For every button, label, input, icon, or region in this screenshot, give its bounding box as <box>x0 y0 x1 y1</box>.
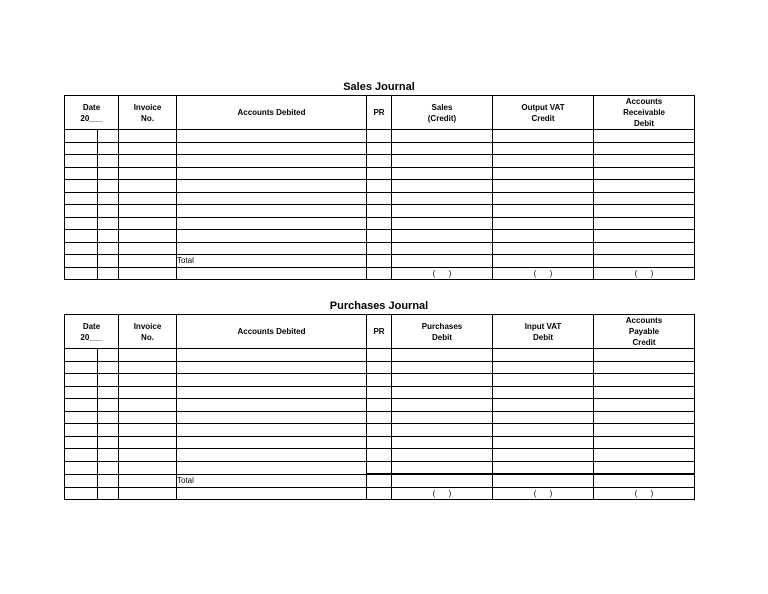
table-row <box>65 242 695 255</box>
entry-cell[interactable] <box>119 361 177 374</box>
total-row <box>65 474 695 487</box>
entry-cell[interactable] <box>367 180 392 193</box>
cell[interactable] <box>392 255 493 268</box>
entry-cell[interactable] <box>98 192 119 205</box>
entry-cell[interactable] <box>392 386 493 399</box>
header-row <box>65 315 695 349</box>
entry-cell[interactable] <box>98 436 119 449</box>
entry-cell[interactable] <box>367 461 392 474</box>
entry-cell[interactable] <box>65 386 98 399</box>
entry-cell[interactable] <box>493 217 594 230</box>
total-row <box>65 255 695 268</box>
entry-cell[interactable] <box>367 374 392 387</box>
cell[interactable] <box>119 474 177 487</box>
entry-cell[interactable] <box>594 461 695 474</box>
entry-cell[interactable] <box>594 436 695 449</box>
entry-cell[interactable] <box>177 192 367 205</box>
entry-cell[interactable] <box>392 449 493 462</box>
entry-cell[interactable] <box>493 167 594 180</box>
entry-cell[interactable] <box>392 230 493 243</box>
entry-cell[interactable] <box>493 461 594 474</box>
table-row <box>65 449 695 462</box>
entry-cell[interactable] <box>65 142 98 155</box>
cell[interactable] <box>177 267 367 280</box>
entry-cell[interactable] <box>392 424 493 437</box>
table-row <box>65 142 695 155</box>
entry-cell[interactable] <box>392 167 493 180</box>
entry-cell[interactable] <box>98 411 119 424</box>
header-row <box>65 96 695 130</box>
entry-cell[interactable] <box>119 411 177 424</box>
entry-cell[interactable] <box>98 130 119 143</box>
table-row <box>65 349 695 362</box>
entry-cell[interactable] <box>119 436 177 449</box>
cell[interactable] <box>119 267 177 280</box>
entry-cell[interactable] <box>594 130 695 143</box>
cell[interactable] <box>98 255 119 268</box>
accounts-debited-header: Accounts Debited <box>177 315 367 349</box>
entry-cell[interactable] <box>65 449 98 462</box>
cell[interactable] <box>392 474 493 487</box>
total-label: Total <box>177 474 367 487</box>
entry-cell[interactable] <box>119 155 177 168</box>
entry-cell[interactable] <box>98 142 119 155</box>
accounts-receivable-total-paren[interactable]: ( ) <box>594 267 695 280</box>
cell[interactable] <box>493 255 594 268</box>
entry-cell[interactable] <box>65 155 98 168</box>
accounts-debited-header: Accounts Debited <box>177 96 367 130</box>
table-row <box>65 167 695 180</box>
entry-cell[interactable] <box>177 180 367 193</box>
entry-cell[interactable] <box>98 361 119 374</box>
entry-cell[interactable] <box>177 349 367 362</box>
entry-cell[interactable] <box>367 142 392 155</box>
entry-cell[interactable] <box>177 242 367 255</box>
entry-cell[interactable] <box>594 167 695 180</box>
cell[interactable] <box>367 255 392 268</box>
purchases-journal <box>64 298 694 500</box>
sales-journal-table <box>64 95 695 280</box>
entry-cell[interactable] <box>177 155 367 168</box>
entry-cell[interactable] <box>367 205 392 218</box>
entry-cell[interactable] <box>493 349 594 362</box>
entry-cell[interactable] <box>177 205 367 218</box>
entry-cell[interactable] <box>594 205 695 218</box>
cell[interactable] <box>65 267 98 280</box>
entry-cell[interactable] <box>392 192 493 205</box>
entry-cell[interactable] <box>65 192 98 205</box>
entry-cell[interactable] <box>367 167 392 180</box>
purchases-total-paren[interactable]: ( ) <box>392 487 493 500</box>
entry-cell[interactable] <box>493 205 594 218</box>
cell[interactable] <box>367 267 392 280</box>
table-row <box>65 155 695 168</box>
entry-cell[interactable] <box>119 180 177 193</box>
entry-cell[interactable] <box>177 217 367 230</box>
entry-cell[interactable] <box>65 436 98 449</box>
entry-cell[interactable] <box>119 386 177 399</box>
entry-cell[interactable] <box>594 217 695 230</box>
entry-cell[interactable] <box>177 424 367 437</box>
entry-cell[interactable] <box>119 142 177 155</box>
entry-cell[interactable] <box>177 230 367 243</box>
accounts-payable-total-paren[interactable]: ( ) <box>594 487 695 500</box>
entry-cell[interactable] <box>493 361 594 374</box>
table-row <box>65 361 695 374</box>
entry-cell[interactable] <box>594 374 695 387</box>
entry-cell[interactable] <box>177 361 367 374</box>
entry-cell[interactable] <box>367 130 392 143</box>
entry-cell[interactable] <box>594 349 695 362</box>
sales-journal <box>64 79 694 280</box>
table-row <box>65 424 695 437</box>
entry-cell[interactable] <box>392 130 493 143</box>
accounts-payable-header: Accounts Payable Credit <box>594 315 695 349</box>
table-row <box>65 130 695 143</box>
entry-cell[interactable] <box>65 424 98 437</box>
entry-cell[interactable] <box>98 155 119 168</box>
entry-cell[interactable] <box>392 142 493 155</box>
entry-cell[interactable] <box>367 436 392 449</box>
entry-cell[interactable] <box>594 242 695 255</box>
entry-cell[interactable] <box>65 242 98 255</box>
entry-cell[interactable] <box>493 230 594 243</box>
entry-cell[interactable] <box>594 180 695 193</box>
pr-header: PR <box>367 315 392 349</box>
entry-cell[interactable] <box>493 449 594 462</box>
entry-cell[interactable] <box>98 205 119 218</box>
invoice-header: Invoice No. <box>119 96 177 130</box>
sales-credit-header: Sales (Credit) <box>392 96 493 130</box>
cell[interactable] <box>98 474 119 487</box>
entry-cell[interactable] <box>65 205 98 218</box>
entry-cell[interactable] <box>177 449 367 462</box>
entry-cell[interactable] <box>119 167 177 180</box>
table-row <box>65 461 695 474</box>
purchases-journal-title: Purchases Journal <box>329 300 429 312</box>
entry-cell[interactable] <box>65 461 98 474</box>
paren-row <box>65 267 695 280</box>
entry-cell[interactable] <box>119 349 177 362</box>
entry-cell[interactable] <box>177 461 367 474</box>
entry-cell[interactable] <box>392 399 493 412</box>
table-row <box>65 374 695 387</box>
entry-cell[interactable] <box>594 361 695 374</box>
cell[interactable] <box>367 487 392 500</box>
purchases-debit-header: Purchases Debit <box>392 315 493 349</box>
entry-cell[interactable] <box>367 242 392 255</box>
cell[interactable] <box>119 487 177 500</box>
entry-cell[interactable] <box>367 361 392 374</box>
entry-cell[interactable] <box>493 180 594 193</box>
cell[interactable] <box>493 474 594 487</box>
entry-cell[interactable] <box>392 180 493 193</box>
entry-cell[interactable] <box>493 142 594 155</box>
entry-cell[interactable] <box>367 449 392 462</box>
entry-cell[interactable] <box>392 242 493 255</box>
entry-cell[interactable] <box>65 180 98 193</box>
entry-cell[interactable] <box>177 411 367 424</box>
entry-cell[interactable] <box>65 361 98 374</box>
sales-journal-title: Sales Journal <box>343 81 415 93</box>
purchases-journal-table <box>64 314 695 500</box>
entry-cell[interactable] <box>177 142 367 155</box>
entry-cell[interactable] <box>493 155 594 168</box>
entry-cell[interactable] <box>392 374 493 387</box>
entry-cell[interactable] <box>392 436 493 449</box>
entry-cell[interactable] <box>493 242 594 255</box>
table-row <box>65 192 695 205</box>
invoice-header: Invoice No. <box>119 315 177 349</box>
entry-cell[interactable] <box>493 130 594 143</box>
cell[interactable] <box>98 487 119 500</box>
entry-cell[interactable] <box>493 436 594 449</box>
table-row <box>65 230 695 243</box>
entry-cell[interactable] <box>367 411 392 424</box>
table-row <box>65 386 695 399</box>
entry-cell[interactable] <box>392 411 493 424</box>
entry-cell[interactable] <box>392 349 493 362</box>
entry-cell[interactable] <box>367 230 392 243</box>
entry-cell[interactable] <box>98 217 119 230</box>
entry-cell[interactable] <box>98 230 119 243</box>
entry-cell[interactable] <box>65 230 98 243</box>
entry-cell[interactable] <box>98 242 119 255</box>
entry-cell[interactable] <box>594 449 695 462</box>
cell[interactable] <box>98 267 119 280</box>
cell[interactable] <box>594 474 695 487</box>
entry-cell[interactable] <box>493 399 594 412</box>
entry-cell[interactable] <box>177 374 367 387</box>
entry-cell[interactable] <box>119 242 177 255</box>
entry-cell[interactable] <box>65 130 98 143</box>
output-vat-total-paren[interactable]: ( ) <box>493 267 594 280</box>
entry-cell[interactable] <box>367 386 392 399</box>
cell[interactable] <box>594 255 695 268</box>
entry-cell[interactable] <box>594 424 695 437</box>
purchases-body <box>65 349 695 475</box>
cell[interactable] <box>367 474 392 487</box>
input-vat-header: Input VAT Debit <box>493 315 594 349</box>
input-vat-total-paren[interactable]: ( ) <box>493 487 594 500</box>
entry-cell[interactable] <box>119 130 177 143</box>
entry-cell[interactable] <box>98 386 119 399</box>
table-row <box>65 411 695 424</box>
entry-cell[interactable] <box>367 217 392 230</box>
date-header: Date 20___ <box>65 96 119 130</box>
entry-cell[interactable] <box>119 424 177 437</box>
entry-cell[interactable] <box>367 192 392 205</box>
entry-cell[interactable] <box>98 461 119 474</box>
entry-cell[interactable] <box>119 192 177 205</box>
entry-cell[interactable] <box>98 180 119 193</box>
entry-cell[interactable] <box>65 167 98 180</box>
paren-row <box>65 487 695 500</box>
entry-cell[interactable] <box>392 461 493 474</box>
total-label: Total <box>177 255 367 268</box>
entry-cell[interactable] <box>98 399 119 412</box>
entry-cell[interactable] <box>98 349 119 362</box>
entry-cell[interactable] <box>493 386 594 399</box>
entry-cell[interactable] <box>119 449 177 462</box>
sales-total-paren[interactable]: ( ) <box>392 267 493 280</box>
cell[interactable] <box>65 487 98 500</box>
entry-cell[interactable] <box>119 461 177 474</box>
table-row <box>65 436 695 449</box>
entry-cell[interactable] <box>367 399 392 412</box>
output-vat-header: Output VAT Credit <box>493 96 594 130</box>
entry-cell[interactable] <box>98 374 119 387</box>
entry-cell[interactable] <box>65 374 98 387</box>
entry-cell[interactable] <box>65 399 98 412</box>
entry-cell[interactable] <box>367 155 392 168</box>
entry-cell[interactable] <box>493 192 594 205</box>
entry-cell[interactable] <box>177 436 367 449</box>
date-header: Date 20___ <box>65 315 119 349</box>
table-row <box>65 205 695 218</box>
entry-cell[interactable] <box>98 424 119 437</box>
entry-cell[interactable] <box>177 386 367 399</box>
entry-cell[interactable] <box>119 205 177 218</box>
entry-cell[interactable] <box>594 192 695 205</box>
cell[interactable] <box>177 487 367 500</box>
entry-cell[interactable] <box>177 130 367 143</box>
entry-cell[interactable] <box>594 399 695 412</box>
entry-cell[interactable] <box>177 399 367 412</box>
cell[interactable] <box>65 474 98 487</box>
cell[interactable] <box>119 255 177 268</box>
entry-cell[interactable] <box>392 205 493 218</box>
pr-header: PR <box>367 96 392 130</box>
entry-cell[interactable] <box>392 155 493 168</box>
entry-cell[interactable] <box>98 449 119 462</box>
entry-cell[interactable] <box>367 424 392 437</box>
table-row <box>65 180 695 193</box>
entry-cell[interactable] <box>119 230 177 243</box>
entry-cell[interactable] <box>177 167 367 180</box>
entry-cell[interactable] <box>493 424 594 437</box>
entry-cell[interactable] <box>594 411 695 424</box>
entry-cell[interactable] <box>392 217 493 230</box>
entry-cell[interactable] <box>392 361 493 374</box>
entry-cell[interactable] <box>65 217 98 230</box>
entry-cell[interactable] <box>594 155 695 168</box>
entry-cell[interactable] <box>493 411 594 424</box>
entry-cell[interactable] <box>367 349 392 362</box>
entry-cell[interactable] <box>98 167 119 180</box>
sales-body <box>65 130 695 255</box>
entry-cell[interactable] <box>65 349 98 362</box>
table-row <box>65 399 695 412</box>
entry-cell[interactable] <box>119 374 177 387</box>
accounts-receivable-header: Accounts Receivable Debit <box>594 96 695 130</box>
table-row <box>65 217 695 230</box>
entry-cell[interactable] <box>594 386 695 399</box>
entry-cell[interactable] <box>119 217 177 230</box>
entry-cell[interactable] <box>119 399 177 412</box>
cell[interactable] <box>65 255 98 268</box>
entry-cell[interactable] <box>65 411 98 424</box>
entry-cell[interactable] <box>493 374 594 387</box>
entry-cell[interactable] <box>594 230 695 243</box>
entry-cell[interactable] <box>594 142 695 155</box>
